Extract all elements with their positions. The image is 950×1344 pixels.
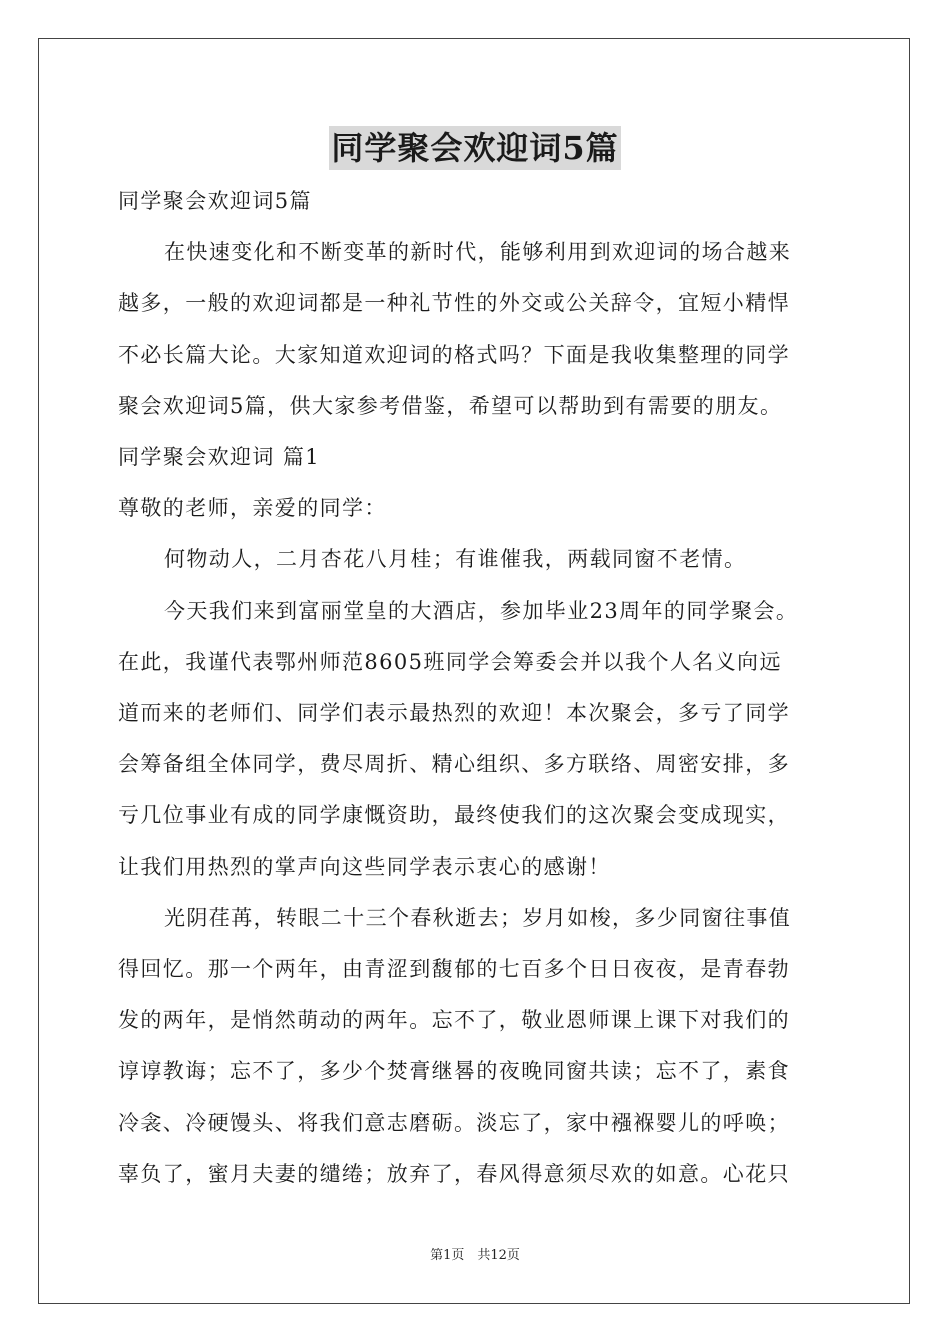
text-line: 辜负了，蜜月夫妻的缱绻；放弃了，春风得意须尽欢的如意。心花只 bbox=[118, 1161, 790, 1186]
page-footer: 第1页 共12页 bbox=[430, 1248, 520, 1263]
text-line: 今天我们来到富丽堂皇的大酒店，参加毕业23周年的同学聚会。 bbox=[164, 598, 799, 623]
document-title: 同学聚会欢迎词5篇 bbox=[329, 126, 620, 170]
title-area bbox=[0, 126, 950, 170]
text-line: 不必长篇大论。大家知道欢迎词的格式吗？下面是我收集整理的同学 bbox=[118, 342, 790, 367]
text-line: 会筹备组全体同学，费尽周折、精心组织、多方联络、周密安排，多 bbox=[118, 752, 790, 777]
text-line: 在此，我谨代表鄂州师范8605班同学会筹委会并以我个人名义向远 bbox=[118, 649, 782, 674]
text-line: 发的两年，是悄然萌动的两年。忘不了，敬业恩师课上课下对我们的 bbox=[118, 1008, 790, 1033]
text-line: 冷衾、冷硬馒头、将我们意志磨砺。淡忘了，家中襁褓婴儿的呼唤； bbox=[118, 1110, 790, 1135]
text-line: 何物动人，二月杏花八月桂；有谁催我，两载同窗不老情。 bbox=[164, 547, 747, 572]
text-line: 越多，一般的欢迎词都是一种礼节性的外交或公关辞令，宜短小精悍 bbox=[118, 291, 790, 316]
text-line: 让我们用热烈的掌声向这些同学表示衷心的感谢！ bbox=[118, 854, 611, 879]
text-line: 在快速变化和不断变革的新时代，能够利用到欢迎词的场合越来 bbox=[164, 240, 792, 265]
text-line: 同学聚会欢迎词 篇1 bbox=[118, 445, 321, 470]
text-line: 光阴荏苒，转眼二十三个春秋逝去；岁月如梭，多少同窗往事值 bbox=[164, 905, 792, 930]
text-line: 尊敬的老师，亲爱的同学： bbox=[118, 496, 387, 521]
text-line: 聚会欢迎词5篇，供大家参考借鉴，希望可以帮助到有需要的朋友。 bbox=[118, 393, 783, 418]
text-line: 谆谆教诲；忘不了，多少个焚膏继晷的夜晚同窗共读；忘不了，素食 bbox=[118, 1059, 790, 1084]
text-line: 得回忆。那一个两年，由青涩到馥郁的七百多个日日夜夜，是青春勃 bbox=[118, 957, 790, 982]
document-body bbox=[118, 176, 846, 1200]
text-line: 亏几位事业有成的同学康慨资助，最终使我们的这次聚会变成现实， bbox=[118, 803, 790, 828]
text-line: 道而来的老师们、同学们表示最热烈的欢迎！本次聚会，多亏了同学 bbox=[118, 701, 790, 726]
text-line: 同学聚会欢迎词5篇 bbox=[118, 189, 312, 213]
